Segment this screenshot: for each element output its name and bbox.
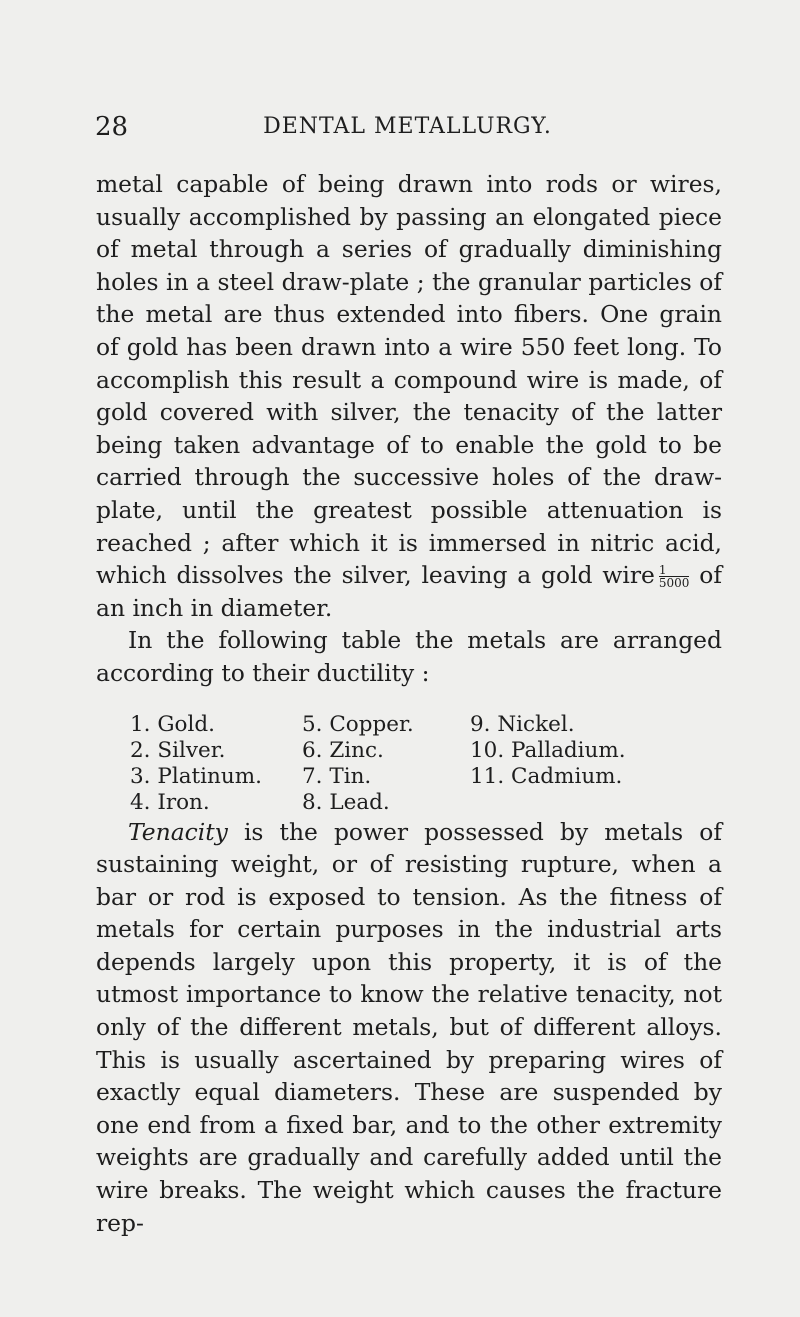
running-title: DENTAL METALLURGY.	[263, 114, 552, 139]
fraction-denominator: 5000	[658, 575, 690, 590]
paragraph-ductility-text: metal capable of being drawn into rods or wires, usually accomplished by passing an elongated piece of metal through a series of gradually diminishing holes in a steel draw-plate ; the granular particles of the metal are thus extended into fibers. One grain of gold has been drawn into a wire 550 feet long. To accomplish this result a compound wire is made, of gold covered with silver, the tenacity of the latter being taken advantage of to enable the gold to be carried through the successive holes of the draw-plate, until the greatest possible attenuation is reached ; after which it is immersed in nitric acid, which dissolves the silver, leaving a gold wire	[96, 170, 722, 590]
paragraph-table-intro: In the following table the metals are arranged according to their ductility :	[96, 626, 722, 687]
paragraph-ductility-tail: of an inch in diameter.	[96, 561, 722, 622]
tenacity-term: Tenacity	[128, 817, 228, 846]
fraction-one-five-thousandth	[658, 562, 690, 590]
ductility-table	[130, 712, 722, 816]
paragraph-tenacity	[96, 816, 722, 1240]
table-cell: 6. Zinc.	[302, 737, 384, 763]
table-cell: 10. Palladium.	[470, 737, 626, 763]
page-number: 28	[95, 112, 129, 142]
page-body	[96, 168, 722, 1239]
table-cell: 8. Lead.	[302, 789, 390, 815]
table-cell: 9. Nickel.	[470, 711, 575, 737]
table-cell: 4. Iron.	[130, 789, 210, 815]
table-cell: 2. Silver.	[130, 737, 226, 763]
table-cell: 7. Tin.	[302, 763, 372, 789]
paragraph-ductility	[96, 168, 722, 624]
page-header	[95, 112, 720, 152]
paragraph-tenacity-text: is the power possessed by metals of sustaining weight, or of resisting rupture, when a bar or rod is exposed to tension. As the fitness of metals for certain purposes in the industrial arts depends largely upon this property, it is of the utmost importance to know the relative tenacity, not only of the different metals, but of different alloys. This is usually ascertained by preparing wires of exactly equal diameters. These are suspended by one end from a fixed bar, and to the other extremity weights are gradually and carefully added until the wire breaks. The weight which causes the fracture rep-	[96, 817, 722, 1237]
table-cell: 1. Gold.	[130, 711, 215, 737]
table-cell: 3. Platinum.	[130, 763, 262, 789]
table-empty-cell	[470, 790, 650, 816]
fraction-numerator: 1	[658, 562, 667, 577]
table-cell: 5. Copper.	[302, 711, 414, 737]
table-cell: 11. Cadmium.	[470, 763, 623, 789]
